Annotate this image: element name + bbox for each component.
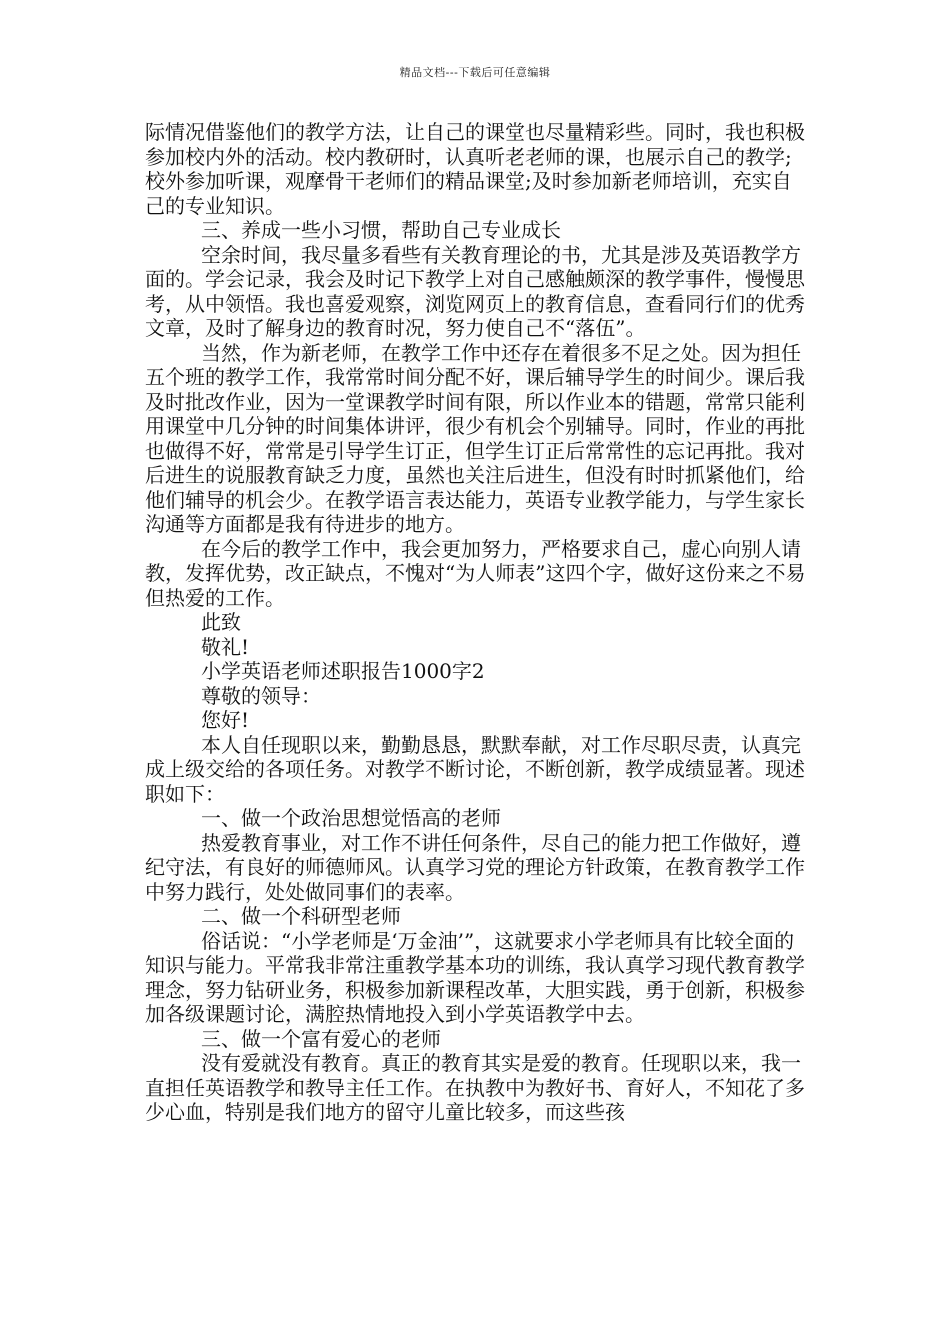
paragraph: 在今后的教学工作中，我会更加努力，严格要求自己，虚心向别人请教，发挥优势，改正缺点，不愧对“为人师表”这四个字，做好这份来之不易但热爱的工作。 [145, 536, 806, 610]
section-heading: 一、做一个政治思想觉悟高的老师 [201, 806, 501, 830]
report-title: 小学英语老师述职报告1000字2 [201, 659, 485, 683]
section-heading: 三、养成一些小习惯，帮助自己专业成长 [201, 218, 561, 242]
document-body [145, 120, 810, 1125]
section-heading: 三、做一个富有爱心的老师 [201, 1026, 441, 1051]
paragraph: 热爱教育事业，对工作不讲任何条件，尽自己的能力把工作做好，遵纪守法，有良好的师德师风。认真学习党的理论方针政策，在教育教学工作中努力践行，处处做同事们的表率。 [145, 830, 805, 904]
paragraph: 没有爱就没有教育。真正的教育其实是爱的教育。任现职以来，我一直担任英语教学和教导主任工作。在执教中为教好书、育好人，不知花了多少心血，特别是我们地方的留守儿童比较多，而这些孩 [145, 1051, 805, 1124]
paragraph: 本人自任现职以来，勤勤恳恳，默默奉献，对工作尽职尽责，认真完成上级交给的各项任务。对教学不断讨论，不断创新，教学成绩显著。现述职如下： [145, 732, 805, 806]
salutation: 尊敬的领导： [201, 683, 321, 708]
closing-line: 此致 [201, 610, 241, 634]
page-header: 精品文档---下载后可任意编辑 [399, 66, 551, 79]
paragraph: 俗话说：“小学老师是‘万金油’”，这就要求小学老师具有比较全面的知识与能力。平常我非常注重教学基本功的训练，我认真学习现代教育教学理念，努力钻研业务，积极参加新课程改革，大胆实践，勇于创新，积极参加各级课题讨论，满腔热情地投入到小学英语教学中去。 [145, 928, 805, 1026]
paragraph: 当然，作为新老师，在教学工作中还存在着很多不足之处。因为担任五个班的教学工作，我常常时间分配不好，课后辅导学生的时间少。课后我及时批改作业，因为一堂课教学时间有限，所以作业本的错题，常常只能利用课堂中几分钟的时间集体讲评，很少有机会个别辅导。同时，作业的再批也做得不好，常常是引导学生订正，但学生订正后常常性的忘记再批。我对后进生的说服教育缺乏力度，虽然也关注后进生，但没有时时抓紧他们，给他们辅导的机会少。在教学语言表达能力，英语专业教学能力，与学生家长沟通等方面都是我有待进步的地方。 [145, 340, 805, 536]
closing-line: 敬礼! [201, 634, 250, 659]
greeting: 您好! [201, 708, 250, 732]
paragraph: 空余时间，我尽量多看些有关教育理论的书，尤其是涉及英语教学方面的。学会记录，我会及时记下教学上对自己感触颇深的教学事件，慢慢思考，从中领悟。我也喜爱观察，浏览网页上的教育信息，查看同行们的优秀文章，及时了解身边的教育时况，努力使自己不“落伍”。 [145, 242, 805, 340]
paragraph: 际情况借鉴他们的教学方法，让自己的课堂也尽量精彩些。同时，我也积极参加校内外的活动。校内教研时，认真听老老师的课，也展示自己的教学;校外参加听课，观摩骨干老师们的精品课堂;及时参加新老师培训，充实自己的专业知识。 [145, 120, 805, 218]
section-heading: 二、做一个科研型老师 [201, 904, 401, 928]
